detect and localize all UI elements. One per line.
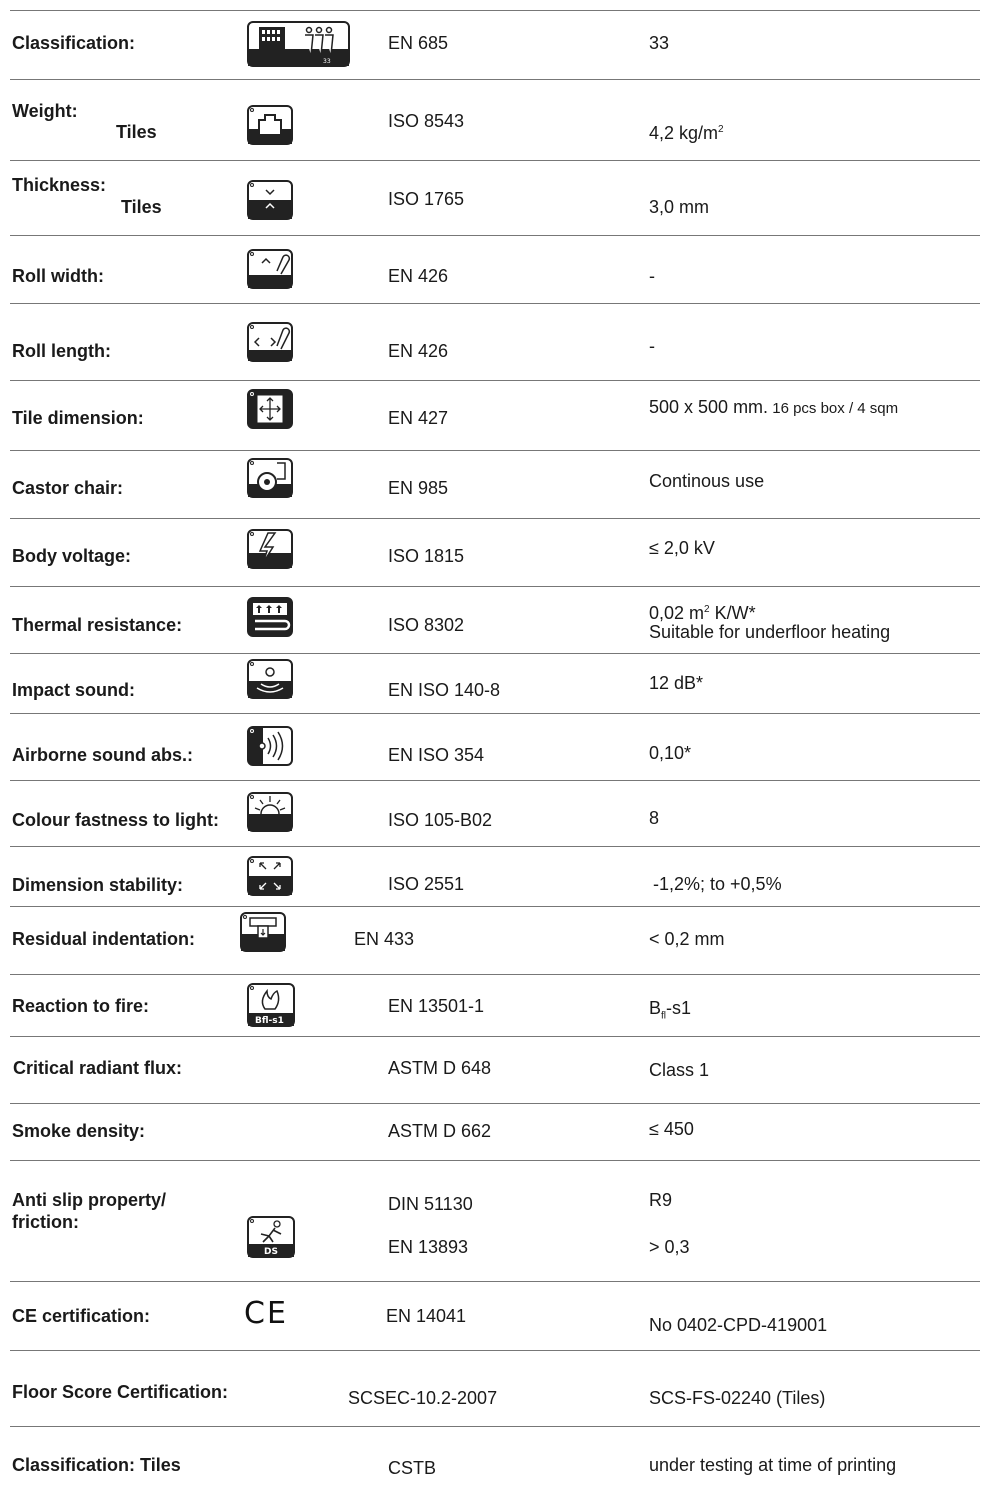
row-divider [10, 235, 980, 236]
roll-width-icon [247, 249, 293, 289]
value: 33 [649, 33, 670, 53]
row-label: Impact sound: [12, 680, 136, 700]
row-divider [10, 1036, 980, 1037]
static-electricity-icon [247, 529, 293, 569]
value: - [649, 266, 655, 286]
row-divider [10, 780, 980, 781]
row-label: Tile dimension: [12, 408, 144, 428]
standard: ASTM D 648 [388, 1058, 492, 1078]
row-label: Classification: Tiles [12, 1455, 181, 1475]
row-divider [10, 1103, 980, 1104]
value: - [649, 336, 655, 356]
usage-class-icon [247, 21, 350, 67]
value: ≤ 2,0 kV [649, 538, 715, 558]
value: -1,2%; to +0,5% [653, 874, 782, 894]
row-divider [10, 586, 980, 587]
row-divider [10, 974, 980, 975]
dimension-stability-icon [247, 856, 293, 896]
residual-indentation-icon [240, 912, 286, 952]
row-label: Body voltage: [12, 546, 132, 566]
row-label: friction: [12, 1212, 79, 1232]
value: No 0402-CPD-419001 [649, 1315, 828, 1335]
row-label: Airborne sound abs.: [12, 745, 194, 765]
row-sublabel: Tiles [116, 122, 157, 142]
standard: EN 427 [388, 408, 449, 428]
svg-text:33: 33 [323, 58, 331, 65]
value: R9 [649, 1190, 673, 1210]
value: ≤ 450 [649, 1119, 694, 1139]
standard: DIN 51130 [388, 1194, 473, 1214]
row-label: Classification: [12, 33, 136, 53]
value: 8 [649, 808, 660, 828]
standard: EN 13501-1 [388, 996, 485, 1016]
standard: EN 433 [354, 929, 415, 949]
row-label: Thickness: [12, 175, 107, 195]
value: 4,2 $kg/m^2$ [649, 123, 724, 143]
row-divider [10, 10, 980, 11]
value: 12 dB* [649, 673, 704, 693]
ce-mark-icon: CE [244, 1296, 288, 1331]
row-divider [10, 1426, 980, 1427]
row-label: Critical radiant flux: [13, 1058, 183, 1078]
row-label: Anti slip property/ [12, 1190, 167, 1210]
standard: EN ISO 354 [388, 745, 485, 765]
standard: EN 14041 [386, 1306, 467, 1326]
row-divider [10, 713, 980, 714]
row-label: Dimension stability: [12, 875, 184, 895]
standard: EN 685 [388, 33, 449, 53]
value: > 0,3 [649, 1237, 690, 1257]
value: SCS-FS-02240 (Tiles) [649, 1388, 826, 1408]
row-sublabel: Tiles [121, 197, 162, 217]
thickness-icon [247, 180, 293, 220]
row-label: Castor chair: [12, 478, 124, 498]
value: under testing at time of printing [649, 1455, 897, 1475]
tile-dimension-icon [247, 389, 293, 429]
row-label: CE certification: [12, 1306, 151, 1326]
fire-reaction-icon [247, 983, 295, 1027]
row-divider [10, 653, 980, 654]
standard: ISO 2551 [388, 874, 465, 894]
row-divider [10, 518, 980, 519]
impact-sound-icon [247, 659, 293, 699]
value: Continous use [649, 471, 765, 491]
standard: EN 985 [388, 478, 449, 498]
row-label: Weight: [12, 101, 78, 121]
standard: EN 426 [388, 341, 449, 361]
anti-slip-icon [247, 1216, 295, 1258]
row-label: Roll length: [12, 341, 111, 361]
row-label: Floor Score Certification: [12, 1382, 229, 1402]
standard: EN 426 [388, 266, 449, 286]
row-divider [10, 160, 980, 161]
value: 0,02 $m^2$ K/W* Suitable for underfloor heating [649, 603, 891, 642]
standard: SCSEC-10.2-2007 [348, 1388, 498, 1408]
value: Class 1 [649, 1060, 710, 1080]
row-divider [10, 79, 980, 80]
row-label: Reaction to fire: [12, 996, 150, 1016]
standard: ISO 8543 [388, 111, 465, 131]
value: 500 x 500 mm. 16 pcs box / 4 sqm [649, 397, 899, 417]
value: 3,0 mm [649, 197, 710, 217]
value: $B_{fl}-s1$ [649, 998, 692, 1022]
row-divider [10, 303, 980, 304]
row-divider [10, 906, 980, 907]
weight-icon [247, 105, 293, 145]
row-divider [10, 380, 980, 381]
standard: ISO 1765 [388, 189, 465, 209]
standard: CSTB [388, 1458, 437, 1478]
standard: ISO 105-B02 [388, 810, 493, 830]
row-divider [10, 1281, 980, 1282]
standard: ISO 1815 [388, 546, 465, 566]
row-divider [10, 450, 980, 451]
value: 0,10* [649, 743, 692, 763]
row-label: Smoke density: [12, 1121, 146, 1141]
standard: ISO 8302 [388, 615, 465, 635]
row-divider [10, 1160, 980, 1161]
castor-chair-icon [247, 458, 293, 498]
airborne-sound-icon [247, 726, 293, 766]
svg-text:DS: DS [264, 1247, 278, 1257]
row-label: Residual indentation: [12, 929, 196, 949]
svg-text:Bfl-s1: Bfl-s1 [255, 1016, 284, 1026]
row-divider [10, 846, 980, 847]
thermal-resistance-icon [247, 597, 293, 637]
light-fastness-icon [247, 792, 293, 832]
roll-length-icon [247, 322, 293, 362]
row-label: Thermal resistance: [12, 615, 183, 635]
row-divider [10, 1350, 980, 1351]
row-label: Colour fastness to light: [12, 810, 219, 830]
standard: ASTM D 662 [388, 1121, 492, 1141]
standard: EN 13893 [388, 1237, 469, 1257]
row-label: Roll width: [12, 266, 104, 286]
standard: EN ISO 140-8 [388, 680, 501, 700]
value: < 0,2 mm [649, 929, 725, 949]
